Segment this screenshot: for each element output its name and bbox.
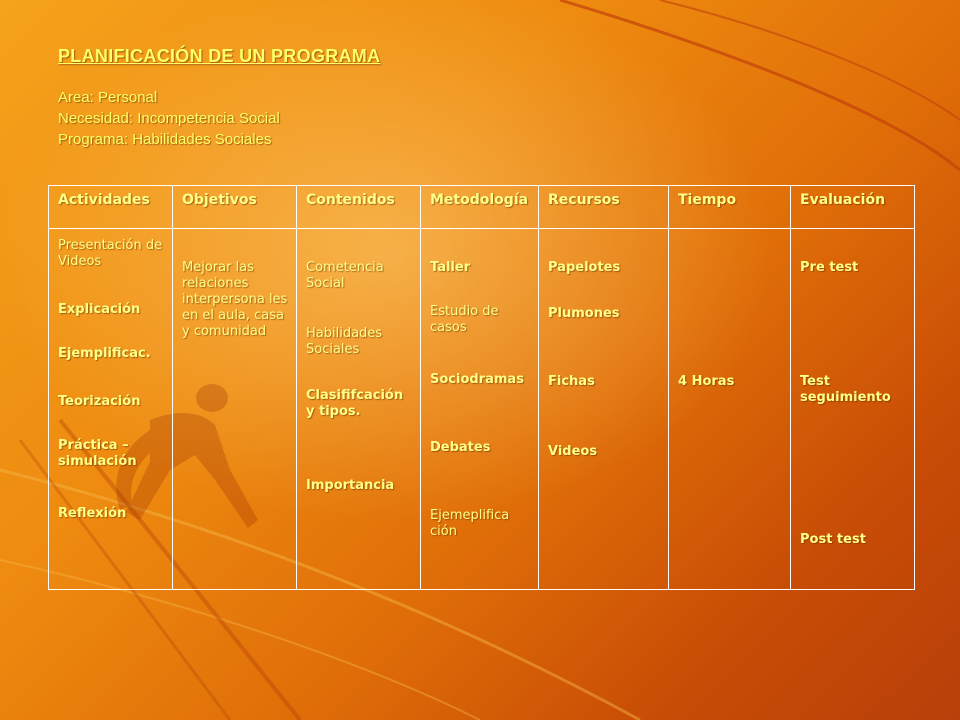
cell-actividades (49, 229, 173, 590)
evaluacion-item: Post test (800, 532, 866, 547)
header-tiempo: Tiempo (669, 186, 791, 229)
actividad-item: Ejemplificac. (58, 346, 151, 361)
evaluacion-item: Pre test (800, 260, 859, 275)
metodologia-item: Estudio de casos (430, 304, 499, 335)
programa-label: Programa: Habilidades Sociales (58, 131, 272, 148)
cell-tiempo (669, 229, 791, 590)
cell-evaluacion (791, 229, 915, 590)
actividad-item: Teorización (58, 394, 141, 409)
metodologia-item: Taller (430, 260, 471, 275)
area-label: Area: Personal (58, 89, 158, 106)
contenido-item: Clasififcación y tipos. (306, 388, 404, 419)
header-recursos: Recursos (539, 186, 669, 229)
tiempo-item: 4 Horas (678, 374, 735, 389)
objetivo-item: Mejorar las relaciones interpersona les en el aula, casa y comunidad (182, 260, 288, 339)
header-objetivos: Objetivos (173, 186, 297, 229)
recurso-item: Fichas (548, 374, 595, 389)
table-row (49, 229, 915, 590)
contenido-item: Cometencia Social (306, 260, 384, 291)
contenido-item: Importancia (306, 478, 395, 493)
metodologia-item: Ejemeplifica ción (430, 508, 510, 539)
table-header-row (49, 186, 915, 229)
contenido-item: Habilidades Sociales (306, 326, 383, 357)
slide-header (58, 46, 380, 150)
evaluacion-item: Test seguimiento (800, 374, 891, 405)
header-contenidos: Contenidos (297, 186, 421, 229)
recurso-item: Papelotes (548, 260, 621, 275)
header-evaluacion: Evaluación (791, 186, 915, 229)
cell-contenidos (297, 229, 421, 590)
actividad-item: Explicación (58, 302, 141, 317)
cell-objetivos (173, 229, 297, 590)
metodologia-item: Debates (430, 440, 491, 455)
slide-title: PLANIFICACIÓN DE UN PROGRAMA (58, 46, 381, 66)
actividad-item: Reflexión (58, 506, 127, 521)
recurso-item: Videos (548, 444, 598, 459)
necesidad-label: Necesidad: Incompetencia Social (58, 110, 280, 127)
header-metodologia: Metodología (421, 186, 539, 229)
program-table (48, 185, 915, 590)
header-actividades: Actividades (49, 186, 173, 229)
metodologia-item: Sociodramas (430, 372, 524, 387)
recurso-item: Plumones (548, 306, 620, 321)
cell-recursos (539, 229, 669, 590)
actividad-item: Presentación de Videos (58, 238, 163, 269)
cell-metodologia (421, 229, 539, 590)
actividad-item: Práctica – simulación (58, 438, 137, 469)
